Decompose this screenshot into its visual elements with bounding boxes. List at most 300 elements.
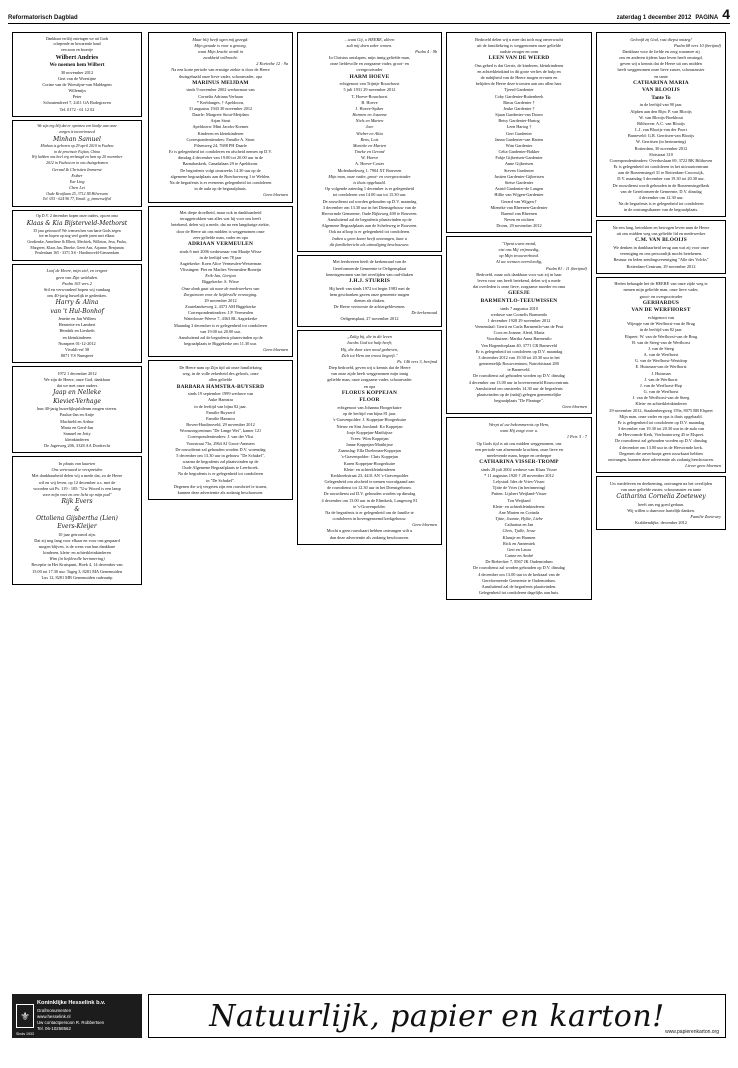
- announcement-line: Wij willen u daarvoor hartelijk danken.: [627, 507, 695, 513]
- announcement-line: Paulus-Jan en Antje: [59, 412, 95, 418]
- announcement-line: J. van de Steeg: [648, 345, 674, 351]
- announcement-line: Van Hogendorplaan 40, 3771 CR Barneveld: [481, 342, 557, 348]
- announcement-thanks-andries: [12, 32, 142, 117]
- announcement-line: Gereformeerde Gemeente te Oeltgensplaat: [332, 265, 407, 271]
- announcement-line: Na de begrafenis is er gelegenheid tot condoleren: [177, 471, 264, 477]
- announcement-line: Wijmpje van de Werfhorst-van de Brug: [627, 321, 695, 327]
- announcement-line: sinds 28 juli 2002 weduwe van Klaas Visser: [481, 466, 557, 472]
- announcement-line: J.H.J. STURRIS: [348, 277, 391, 284]
- announcement-line: * Kerblanges, † Apeldoorn,: [196, 99, 245, 105]
- announcement-line: Hendrik en Liesbeth: [59, 328, 95, 334]
- announcement-line: Minhan Samuel: [53, 135, 101, 143]
- announcement-line: dit familiebericht als uitnodiging beschouwen.: [329, 241, 410, 247]
- announcement-line: E. Huisman-van de Werfhorst: [635, 364, 687, 370]
- announcement-line: Jenette en Jan Willem: [58, 316, 96, 322]
- announcement-line: GEESJE: [508, 290, 530, 297]
- announcement-memoriam-catharina-bloois: [596, 32, 726, 217]
- announcement-line: Niels en Marten: [355, 118, 384, 124]
- announcement-line: want Mijn kracht wordt in: [198, 48, 243, 54]
- announcement-line: 29 november 2012: [204, 297, 237, 303]
- announcement-line: sinds 7 augustus 2010: [500, 305, 538, 311]
- announcement-line: Hervormde Gemeente, Oude Rijksweg 400 te Rouveen.: [321, 210, 418, 216]
- announcement-line: 10 jaar getrouwd zijn.: [58, 531, 96, 537]
- announcement-line: 4 december om 13.00 uur in de kerkzaal van de: [478, 571, 560, 577]
- announcement-line: Willemijn: [68, 88, 86, 94]
- announcement-line: Geen bloemen: [412, 522, 437, 528]
- announcement-line: De Heere nam op Zijn tijd uit onze familiekring: [179, 365, 262, 371]
- announcement-line: Geen bloemen: [562, 404, 587, 410]
- announcement-line: zult mij doen zeker wonen.: [346, 42, 393, 48]
- announcement-line: thuisgehaald onze lieve vader, schoonvader, opa: [179, 73, 262, 79]
- announcement-line: Elspeet: W. van de Werfhorst-van de Brug: [624, 333, 698, 339]
- announcement-line: „Zalig bij, die in dit leven: [347, 334, 392, 340]
- announcement-line: Kerkhoekstraat 23, 4431 AN 's-Gravenpolder: [330, 472, 409, 478]
- announcement-grandchild-klaas: [12, 210, 142, 261]
- announcement-line: A. van de Werfhorst: [643, 352, 679, 358]
- announcement-line: Rotterdam, 30 november 2012: [634, 145, 688, 151]
- announcement-line: Rijk Evers: [61, 498, 93, 506]
- announcement-line: Coos en Joanne, Aleid, Maria: [493, 330, 545, 336]
- announcement-line: belijden de Heere deze troosten aan ons allen hart.: [475, 81, 563, 87]
- hesselink-phone: Tel. 06-10258562: [37, 1025, 71, 1031]
- announcement-line: Al uw wensen overvloedig,: [495, 259, 543, 265]
- announcement-line: ontvangen, kunnen deze advertentie als zodanig beschouwen.: [608, 456, 714, 462]
- announcement-line: sinds 6 mei 2006 weduwnaar van Maatje Wisse: [179, 248, 262, 254]
- announcement-line: Hij heeft van sinds 1972 tot begin 1983 met de: [329, 285, 410, 291]
- announcement-line: &: [74, 506, 80, 514]
- announcement-line: Arjan Stout: [210, 118, 231, 124]
- announcement-line: Gelegenheid tot condoleren dagelijks aan huis.: [478, 590, 560, 596]
- announcement-memoriam-gerhardus: [596, 277, 726, 474]
- announcement-line: Nieuw en Sint Joosland: Ko Koppejan: [336, 423, 403, 429]
- announcement-line: Correspondentieadres: J. van der Vlist: [187, 434, 254, 440]
- announcement-line: Putten: Lijsbert Weijland-Visser: [491, 491, 547, 497]
- announcement-line: Lelystad: Ides de Vries-Visser: [493, 479, 545, 485]
- announcement-line: 5 december om 13.30 uur in gebouw "De Schakel",: [176, 452, 265, 458]
- announcement-line: J. van de Werfhorst: [644, 376, 678, 382]
- announcement-line: Indien u geen kaart heeft ontvangen, kunt u: [332, 235, 407, 241]
- page-label: PAGINA: [695, 15, 719, 21]
- announcement-line: Stil en verwonderd hopen wij vandaag: [43, 286, 111, 292]
- announcement-line: Er is gelegenheid tot condoleren in het uitvaartcentrum: [613, 164, 709, 170]
- announcement-line: Schoutendreef 7, 2411 GA Bodegraven: [43, 100, 111, 106]
- announcement-line: GERHARDUS: [642, 299, 680, 306]
- announcement-line: hem geschonken gaven onze gemeente mogen: [329, 291, 410, 297]
- announcement-line: Dat zij nog lang voor elkaar en voor ons gespaard: [34, 537, 120, 543]
- announcement-line: Klaas & Kia Bijsterveld-Methorst: [26, 220, 128, 228]
- announcement-line: algemene begraafplaats aan de Boerhaveweg 1 te Wehlen.: [170, 173, 271, 179]
- announcement-line: B. van de Steeg-van de Werfhorst: [632, 339, 690, 345]
- announcement-line: 's-Gravenpolder: J. Koppejan-Hoogerkuire: [332, 417, 407, 423]
- announcement-line: CATHARINA MARIA: [633, 79, 689, 86]
- announcement-line: Catharina Cornelia Zoetewey: [616, 493, 706, 501]
- column-5: [596, 32, 726, 530]
- announcement-line: Anne Gijbertsen: [504, 161, 534, 167]
- announcement-line: en opa: [363, 383, 376, 389]
- announcement-line: CATHARINA VISSER-TROMP: [479, 459, 559, 466]
- announcement-line: Gelegenheid om afscheid te nemen voorafgaand aan: [324, 479, 415, 485]
- hesselink-ad[interactable]: [12, 994, 142, 1038]
- column-2: [148, 32, 293, 500]
- announcement-line: Tjeerd Gardenier: [504, 87, 534, 93]
- announcement-line: Loof de Heere, mijn ziel, en vergeet: [46, 268, 108, 274]
- announcement-line: in de leeftijd van 90 jaar.: [639, 102, 683, 108]
- banner-slogan: Natuurlijk, papier en karton!: [209, 998, 665, 1034]
- announcement-line: dan deze advertentie als zodanig beschouwen.: [329, 534, 410, 540]
- announcement-line: Ons vertrouwd te verspreiden: [51, 467, 103, 473]
- announcement-line: Neven en nichten: [503, 217, 535, 223]
- announcement-line: heeft weggenomen onze lieve zuster, schoonzuster: [617, 67, 705, 73]
- announcement-line: Op volgende zaterdag 1 december is er gelegenheid: [325, 186, 414, 192]
- announcement-line: op Mijn trouwverbond.: [499, 253, 539, 259]
- announcement-memoriam-sturris: [297, 255, 442, 327]
- announcement-line: Auke Hamstra: [208, 397, 233, 403]
- announcement-line: echtgenoot van: [647, 315, 675, 321]
- announcement-line: Machteld en Arthur: [60, 418, 94, 424]
- announcement-line: Gereformeerde Gemeente te Oudemirdum.: [482, 577, 556, 583]
- announcement-line: Voorthuizen: Martha Anna Barmentlo: [486, 336, 552, 342]
- announcement-line: W. Hoeve: [360, 155, 379, 161]
- announcement-birth-minhan: [12, 120, 142, 207]
- announcement-line: VAN DE WERFHORST: [631, 307, 691, 314]
- announcement-memoriam-zoetewey: [596, 476, 726, 530]
- announcement-line: Carine en André: [504, 553, 534, 559]
- column-3: [297, 32, 442, 545]
- announcement-line: Gerdienke, Anneliese & Elbert, Mechiek, Willeton, Jesa, Pasha,: [27, 239, 127, 244]
- announcement-line: Corine van de Woestijne-van Maldegem: [42, 81, 112, 87]
- announcement-line: in de provincie Fujian, China: [54, 149, 100, 154]
- announcement-line: Barnabaskerk, Canadalaan 29 te Apeldoorn.: [182, 161, 259, 167]
- announcement-line: Familie Hamstra: [206, 415, 235, 421]
- announcement-memoriam-adriaan: [148, 206, 293, 358]
- announcement-line: Klein- en achterkleinkinderen: [635, 401, 687, 407]
- announcement-line: Rinus Gardenier †: [503, 99, 535, 105]
- announcement-line: Bilthoven: A.C. van Blooijs: [637, 120, 685, 126]
- announcement-line: Rick en Annemiek: [503, 540, 535, 546]
- announcement-line: Vrees: Wim Koppejan: [350, 435, 389, 441]
- announcement-anniversary-harry: [12, 264, 142, 363]
- announcement-memoriam-rijk: [12, 456, 142, 585]
- announcement-memoriam-harm: [297, 32, 442, 252]
- announcement-anniversary-jaap: [12, 366, 142, 453]
- announcement-line: Betsy Gardenier-Hartog: [498, 118, 540, 124]
- announcement-line: 8071 VS Nunspeet: [60, 353, 94, 359]
- announcement-line: Dankbaar en blij ontvingen we uit Gods: [45, 36, 109, 41]
- announcement-line: de nabijheid van de Heere mogen ervaren en: [480, 75, 558, 81]
- announcement-line: 3 december van 19.30 tot 20.30 uur in de aula van: [617, 426, 705, 432]
- announcement-line: Wij hebben ons heel erg verheugd en hem op 20 november: [31, 155, 123, 160]
- announcement-line: We noemen hem Wilbert: [49, 62, 105, 69]
- announcement-line: Pilsenweg 24, 7688 PH Daarle: [194, 142, 247, 148]
- announcement-line: 35 jaar getrouwd! We wensen hen van harte Gods zegen: [33, 228, 121, 233]
- announcement-line: echtgenoot van Trijntje Rouwhorst: [339, 81, 400, 87]
- announcement-line: Slotstraat 310: [649, 151, 673, 157]
- announcement-line: Jaap en Nelleke: [52, 389, 101, 397]
- announcement-line: C.M. VAN BLOOIJS: [635, 237, 687, 244]
- announcement-line: Tineke en Gerard: [354, 149, 385, 155]
- announcement-line: kleinkinderen: [65, 437, 89, 443]
- announcement-line: Leen Hartog †: [506, 124, 532, 130]
- announcement-line: van onze geliefde zuster, schoonzuster en tante: [620, 487, 702, 493]
- announcement-line: te Barneveld.: [507, 367, 531, 373]
- page-number: 4: [722, 6, 730, 22]
- announcement-line: Margreet, Klaas Jan, Dineke, Geert Ans, Arjanne, Benjamin: [30, 245, 124, 250]
- announcement-line: Familie Zoetewey: [690, 513, 721, 519]
- announcement-line: Astrid Gardenier-de Langen: [494, 186, 544, 192]
- announcement-line: zeer geliefde man, vader en opa: [193, 234, 248, 240]
- announcement-line: aan de Boezemsingel 31 te Rotterdam-Crooswijk,: [618, 170, 704, 176]
- announcement-line: Veenendaal: Gerrit en Carla Barmentlo-van de Peut: [474, 324, 564, 330]
- announcement-line: 29 november 2012, Staakenbergweg 159a, 8075 RB Elspeet: [609, 407, 713, 413]
- announcement-line: te 's-Gravenpolder.: [353, 503, 386, 509]
- announcement-line: Hillie van Wijgen-Gardenier: [494, 192, 544, 198]
- masthead: [8, 6, 730, 24]
- announcement-line: De Riebecker 7, 8567 JK Oudemirdum: [485, 559, 553, 565]
- announcement-line: Bedroefd delen wij u mee dat toch nog onverwacht: [475, 36, 563, 42]
- announcement-line: De rouwdienst zal worden gehouden op D.V. dinsdag: [473, 565, 565, 571]
- announcement-line: Apeldoorn: Mini Jacobs-Kremer: [192, 124, 249, 130]
- announcement-line: Gert en Laura: [507, 546, 531, 552]
- hesselink-contact: Uw contactpersoon R. Robbertsen: [37, 1019, 105, 1025]
- announcement-line: dinsdag 4 december van 19.00 tot 20.00 uur in de: [177, 155, 264, 161]
- announcement-line: Mocht u geen rouwkaart hebben ontvangen wilt u: [326, 528, 413, 534]
- announcement-line: Woonzorgcentrum "De Lange Wei", kamer 121: [179, 428, 262, 434]
- announcement-line: waarna de begrafenis zal plaatsvinden op de: [182, 459, 259, 465]
- announcement-line: HARM HOEVE: [349, 73, 390, 80]
- announcement-line: leven voor ons heeft betekend, delen wij u mede: [477, 277, 561, 283]
- announcement-line: van onze zijde heeft weggenomen mijn innig: [330, 371, 409, 377]
- announcement-memoriam-catharina-tromp: [446, 417, 592, 600]
- announcement-line: Steven Gardenier: [504, 167, 534, 173]
- announcement-line: Wieber en Alita: [356, 130, 383, 136]
- announcement-line: De Heere vertrooste de achtergeblevenen.: [333, 304, 406, 310]
- announcement-line: Hij, die door zien nood gedreven,: [340, 346, 399, 352]
- announcement-line: De Jagerweg 206, 3328 AA Dordrecht: [44, 443, 110, 449]
- announcement-line: Psalm 81 : 11 (berijmd): [546, 265, 587, 271]
- announcement-line: LEEN VAN DE WEERD: [488, 55, 550, 62]
- announcement-line: in de leeftijd van 82 jaar.: [639, 327, 683, 333]
- announcement-line: Klein- en achterkleinkinderen: [343, 466, 396, 472]
- announcement-line: op de leeftijd van bijna 81 jaar.: [342, 411, 397, 417]
- announcement-line: J. Huisman: [651, 370, 671, 376]
- announcement-line: A. Hoeve-Coster: [354, 161, 385, 167]
- announcement-line: Jeuke Gardenier †: [503, 105, 535, 111]
- announcement-line: Janna Gardenier-van Harten: [494, 136, 544, 142]
- announcement-line: 4 december om 13.00 uur in bovenvermeld Rouwcentrum.: [468, 379, 570, 385]
- announcement-line: de rouwdienst tot 12.30 uur in het Dienstgebouw.: [327, 485, 412, 491]
- announcement-line: Esther: [71, 173, 83, 178]
- hesselink-company: Koninklijke Hesselink b.v.: [37, 1000, 106, 1007]
- announcement-line: Sietse Gardenier: [504, 179, 534, 185]
- announcement-line: Tel. 0172 - 61 12 02: [59, 106, 95, 112]
- announcement-line: in de leeftijd van 78 jaar: [199, 254, 242, 260]
- announcement-memoriam-geesje: [446, 236, 592, 414]
- announcement-line: is thuis opgehaald.: [353, 179, 386, 185]
- announcement-line: Jacobs God tot hulp heeft;: [346, 340, 393, 346]
- announcement-line: Justien Gardenier-Gijbertsen: [494, 173, 544, 179]
- announcement-line: Zoutelandseweg 2, 4373 AM Biggekerke: [185, 304, 256, 310]
- announcement-line: 15.00 tot 17.30 uur. Tageg 3, 8281 MA Genemuiden: [32, 568, 122, 574]
- announcement-line: W. Gerritsen (in herinnering): [636, 139, 686, 145]
- announcement-line: Aansluitend zal de begrafenis plaatsvinden op de: [327, 217, 412, 223]
- announcement-line: Rens, Lois: [360, 136, 379, 142]
- announcement-line: Klein- en achterkleinkinderen:: [492, 503, 546, 509]
- announcement-line: uit ons midden weg ons geliefde lid en medewerker: [616, 231, 706, 237]
- announcement-line: Coby Gardenier-Ruitenbeek: [494, 93, 544, 99]
- announcement-line: in de leeftijd van bijna 82 jaar.: [194, 403, 247, 409]
- announcement-line: Cornelia Adriana Verhaan: [198, 93, 243, 99]
- announcement-line: 30 november 2012: [60, 69, 94, 75]
- announcement-line: Op Gods tijd is uit ons midden weggenomen, ons: [476, 440, 562, 446]
- announcement-line: Zorgstroom voor de liefdevolle verzorging.: [183, 291, 258, 297]
- announcement-line: Vivaldi-erf 38: [64, 346, 90, 352]
- announcement-line: meelevende mam, beppe en oerbeppe: [486, 452, 552, 458]
- announcement-line: ons en anderen tijdens haar leven heeft omringd,: [619, 55, 703, 61]
- announcement-line: Familie Buyserd: [206, 409, 235, 415]
- announcement-line: Dankbaar voor de liefde en zorg waarmee zij: [622, 48, 700, 54]
- announcement-line: 2 Korinthe 12 : 9a: [256, 61, 288, 67]
- announcement-line: 5 juli 1931 29 november 2012: [343, 87, 396, 93]
- announcement-line: Yue Ling: [69, 179, 85, 185]
- announcement-line: Er is gelegenheid tot condoleren op D.V. maandag: [475, 348, 563, 354]
- announcement-line: Er is gelegenheid tot condoleren op D.V. maandag: [617, 419, 705, 425]
- hesselink-since: Sinds 1933: [16, 1032, 34, 1036]
- announcement-line: Ps. 146 vers 3, berijmd: [397, 358, 437, 364]
- announcement-line: overgrootvader: [356, 67, 383, 73]
- announcement-line: Degenen die wij vergeten zijn een rouwbrief te sturen,: [173, 483, 268, 489]
- announcement-line: Zaamslag: Ella Doeleman-Koppejan: [338, 448, 401, 454]
- announcement-line: Tjitte de Vries (in herinnering): [492, 485, 546, 491]
- announcement-line: in "De Schakel".: [206, 477, 235, 483]
- announcement-line: In plaats van kaarten: [58, 461, 96, 466]
- announcement-line: Geloofd zij God, rust diepst ontzeg!: [630, 36, 692, 42]
- announcement-line: De rouwdienst zal gehouden worden D.V. woensdag: [175, 446, 266, 452]
- announcement-line: Correspondentieadres: Overboslaan 69, 3722 BK Bilthoven: [609, 157, 713, 163]
- announcement-line: T. Hoeve-Rouwhorst: [351, 93, 388, 99]
- announcement-memoriam-leen: [446, 32, 592, 233]
- banner-url[interactable]: www.papierenkarton.org: [665, 1029, 719, 1035]
- announcement-line: Aansluitend zal de begrafenis plaatsvinden op de: [178, 334, 263, 340]
- announcement-line: 4 december om 13.00 uur in de Hervormde kerk.: [618, 444, 703, 450]
- announcement-line: We zijn de Heere, onze God, dankbaar: [43, 377, 111, 383]
- announcement-line: Bedroefd, maar ook dankbaar voor wat zij in haar: [476, 271, 562, 277]
- announcement-line: Oude Algemene Begraafplaats te Leerbroek.: [182, 465, 259, 471]
- announcement-line: Maria en Gerd-Jan: [60, 424, 94, 430]
- announcement-line: Met leedwezen heeft de kerkenraad van de: [332, 259, 407, 265]
- announcement-line: 3 december om 13.30 uur in het Dienstgebouw van de: [322, 204, 417, 210]
- announcement-line: Josje Koppejan-Matthijsse: [346, 429, 393, 435]
- announcement-line: een periode van afnemende krachten, onze lieve en: [475, 446, 563, 452]
- announcement-line: Ton Weijland: [507, 497, 531, 503]
- announcement-line: Correspondentieadres: Familie A. Stout: [186, 136, 255, 142]
- announcement-line: een zoon en broertje: [61, 47, 93, 52]
- announcement-line: Mijn man, onze vader, groot- en overgrootvader: [328, 173, 411, 179]
- announcement-line: ons 40-jarig huwelijk te gedenken.: [47, 293, 107, 299]
- announcement-line: Samuel en Jetty: [63, 430, 91, 436]
- announcement-line: Marieke en Marten: [352, 142, 387, 148]
- announcement-line: Na de begrafenis is er gelegenheid tot condoleren: [618, 201, 704, 207]
- announcement-memoriam-barbara: [148, 360, 293, 500]
- announcement-line: en tante: [654, 73, 668, 79]
- announcement-line: Receptie in Het Kruispunt, Hoek 4, 14 december van: [31, 562, 123, 568]
- announcement-line: gemeentelijk Rouwcentrum, Nairobistraat 280: [479, 361, 559, 367]
- announcement-line: weduwe van Cornelis Barmentlo: [490, 311, 548, 317]
- announcement-line: want Hij zorgt voor u.: [500, 428, 538, 434]
- announcement-line: begraafplaats "De Plantage".: [494, 398, 544, 404]
- announcement-line: Alphen aan den Rijn: P. van Blooijs: [630, 108, 692, 114]
- announcement-line: J. Hoeve-Spiker: [355, 105, 384, 111]
- column-1: [12, 32, 142, 585]
- announcement-line: 's-Gravenpolder: Chris Koppejan: [341, 454, 398, 460]
- announcement-line: ...want Gij, o HEERE, alleen: [344, 36, 395, 42]
- announcement-line: Tante To: [651, 95, 671, 102]
- announcement-line: teruggetrokken van alles wat hij voor ons heeft: [180, 216, 261, 222]
- announcement-line: In Christus ontslapen, mijn innig geliefde man,: [329, 55, 410, 61]
- announcement-line: voor mijn voet en een licht op mijn pad": [42, 491, 112, 497]
- announcement-line: We denken in dankbaarheid terug aan wat zij voor onze: [613, 245, 709, 250]
- announcement-line: plaatsvinden op de (nabij) gelegen gemeentelijke: [476, 391, 562, 397]
- masthead-right: [617, 7, 730, 21]
- announcement-memoriam-cm-blooijs: [596, 220, 726, 273]
- announcement-line: Zich tot Hem om troost begeeft.": [341, 352, 398, 358]
- announcement-line: BARBARA HAMSTRA-BUYSERD: [176, 383, 265, 390]
- announcement-line: Degenen die onverhoopt geen rouwkaart hebben: [619, 450, 703, 456]
- announcement-line: Fokje Gijbertsen-Gardenier: [495, 155, 543, 161]
- announcement-line: Barend van Rheenen: [501, 210, 537, 216]
- announcement-line: 31 augustus 1943 30 november 2012: [188, 105, 253, 111]
- announcement-line: 2012 in Fuzhou en in ons thuisgekomen: [46, 161, 108, 166]
- announcement-line: vereniging en ons persoonlijk mocht betekenen.: [619, 251, 703, 257]
- announcement-line: Met diepe droefheid, maar ook in dankbaarheid: [179, 210, 262, 216]
- announcement-line: Wilbert Andries: [55, 53, 99, 61]
- announcement-line: Na de begrafenis is er gelegenheid om de familie te: [325, 509, 414, 515]
- announcement-line: van de Gereformeerde Gemeente, D.V. dinsdag: [620, 188, 702, 194]
- announcement-line: Vlissingen: Piet en Marlies Vermeulen-Boneijn: [179, 267, 262, 273]
- hesselink-web[interactable]: www.hesselink.nl: [37, 1013, 71, 1019]
- announcement-line: Peulenlaan 165 - 3371 XS - Hardinxveld-Giessendam: [35, 251, 119, 256]
- announcement-line: sinds 9 november 2002 weduwnaar van: [186, 87, 255, 93]
- announcement-line: hun 40-jarig huwelijksjubileum mogen vieren.: [37, 406, 117, 412]
- announcement-line: Voorstraat 73a, 2964 AJ Groot-Ammers: [186, 440, 255, 446]
- announcement-line: Catharina en Jan: [504, 522, 534, 528]
- announcement-line: Jace: [365, 124, 374, 130]
- announcement-line: eist ons Mij vrijmoedig,: [498, 247, 540, 253]
- announcement-line: kinderen, klein- en achterkleinkinderen: [43, 550, 111, 556]
- hesselink-tagline: Grafmonumenten: [37, 1007, 72, 1013]
- announcement-line: 1972 1 december 2012: [57, 370, 97, 376]
- announcement-line: geven wij u kennis dat de Heere uit ons midden: [620, 61, 702, 67]
- announcement-line: Ons gebed is dat Gerrie, de kinderen, kleinkinderen: [474, 62, 564, 68]
- announcement-line: tot condoleren van 14.00 uur tot 15.30 uur.: [332, 192, 407, 198]
- announcement-line: Mijn man, onze vader en opa is thuis opgehaald.: [619, 413, 703, 419]
- announcement-line: Wim Gardenier: [505, 142, 533, 148]
- announcement-line: J. van de Werfhorst-van de Steeg: [632, 395, 690, 401]
- announcement-line: Maar blij heeft ogen mij gezegd:: [192, 36, 249, 42]
- announcement-line: Op D.V. 2 december hopen onze ouders, opa en oma: [36, 214, 118, 219]
- papier-karton-banner[interactable]: [148, 994, 726, 1038]
- announcement-line: Na een lang, betrokken en bewogen leven nam de Heere: [612, 225, 710, 231]
- announcement-line: Heden behaagde het de HEERE van onze zijde weg te: [614, 281, 708, 287]
- announcement-line: en achterkleinkind in dit grote verlies de hulp en: [477, 68, 561, 74]
- announcement-line: ADRIAAN VERMEULEN: [187, 240, 254, 247]
- announcement-line: Kieviet-Verhage: [53, 397, 101, 405]
- announcement-line: groot- en overgrootvader: [639, 293, 683, 299]
- announcement-line: * 11 augustus 1920 † 28 november 2012: [484, 472, 554, 478]
- announcement-memoriam-marinus: [148, 32, 293, 203]
- announcement-line: Ook na afloop is er gelegenheid tot condoleren.: [328, 229, 411, 235]
- paper-name: Reformatorisch Dagblad: [8, 15, 78, 21]
- announcement-line: Onze dank gaat uit naar de medewerkers van: [181, 285, 260, 291]
